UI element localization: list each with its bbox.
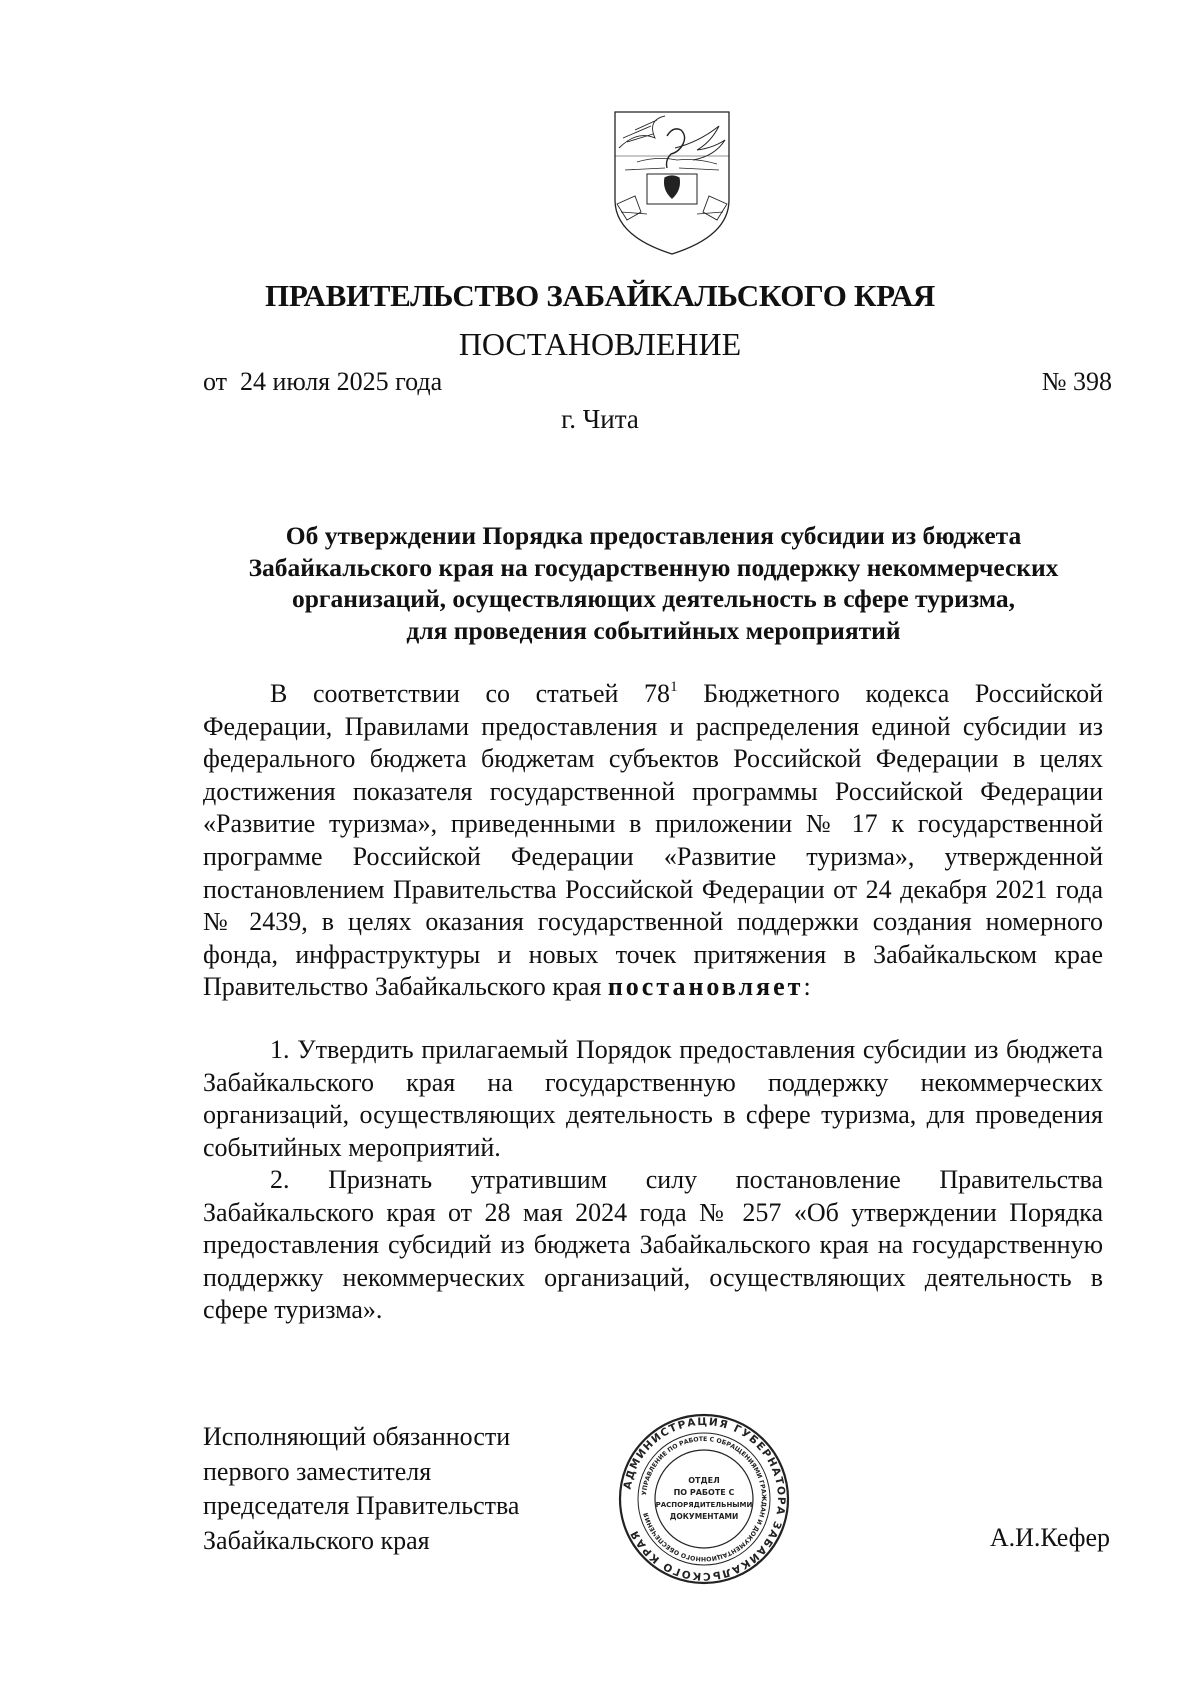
signatory-position-line: первого заместителя <box>203 1456 432 1486</box>
signatory-position <box>203 1420 519 1558</box>
stamp-outer-text: АДМИНИСТРАЦИЯ ГУБЕРНАТОРА ЗАБАЙКАЛЬСКОГО КРАЯ <box>621 1415 788 1583</box>
document-type: ПОСТАНОВЛЕНИЕ <box>458 326 742 362</box>
decree-item-1: 1. Утвердить прилагаемый Порядок предоставления субсидии из бюджета Забайкальского края на государственную поддержку некоммерческих организаций, осуществляющих деятельность в сфере туризма, для проведения событийных мероприятий. <box>203 1035 1103 1162</box>
document-title <box>200 520 1107 646</box>
title-line: организаций, осуществляющих деятельность в сфере туризма, <box>291 584 1016 613</box>
preamble-text-start: В соответствии со статьей 78 <box>270 679 671 708</box>
document-city: г. Чита <box>561 404 639 434</box>
stamp-center-line: ПО РАБОТЕ С <box>673 1488 735 1497</box>
title-line: Об утверждении Порядка предоставления субсидии из бюджета <box>285 521 1022 550</box>
organization-name: ПРАВИТЕЛЬСТВО ЗАБАЙКАЛЬСКОГО КРАЯ <box>265 278 935 313</box>
document-date: от 24 июля 2025 года <box>203 367 443 396</box>
stamp-center-line: ДОКУМЕНТАМИ <box>669 1512 739 1521</box>
official-stamp-icon <box>618 1413 790 1585</box>
decree-colon: : <box>803 972 811 1002</box>
stamp-inner-ring-text: УПРАВЛЕНИЕ ПО РАБОТЕ С ОБРАЩЕНИЯМИ ГРАЖДАН И ДОКУМЕНТАЦИОННОГО ОБЕСПЕЧЕНИЯ <box>641 1435 768 1563</box>
decree-word: постановляет <box>607 972 804 1002</box>
coat-of-arms-icon <box>607 108 737 258</box>
document-number: № 398 <box>1041 367 1112 396</box>
decree-item-2: 2. Признать утратившим силу постановление Правительства Забайкальского края от 28 мая 2024 года № 257 «Об утверждении Порядка предоставления субсидий из бюджета Забайкальского края на государственную поддержку некоммерческих организаций, осуществляющих деятельность в сфере туризма». <box>203 1165 1103 1325</box>
article-superscript: 1 <box>670 679 678 695</box>
preamble-text: Бюджетного кодекса Российской Федерации, Правилами предоставления и распределения единой субсидии из федерального бюджета бюджетам субъектов Российской Федерации в целях достижения показателя государственной программы Российской Федерации «Развитие туризма», приведенными в приложении № 17 к государственной программе Российской Федерации «Развитие туризма», утвержденной постановлением Правительства Российской Федерации от 24 декабря 2021 года № 2439, в целях оказания государственной поддержки создания номерного фонда, инфраструктуры и новых точек притяжения в Забайкальском крае Правительство Забайкальского края <box>203 679 1103 1002</box>
title-line: для проведения событийных мероприятий <box>406 615 901 645</box>
signatory-name: А.И.Кефер <box>989 1523 1110 1552</box>
stamp-center-line: ОТДЕЛ <box>688 1476 720 1485</box>
preamble-paragraph <box>203 678 1103 1004</box>
title-line: Забайкальского края на государственную поддержку некоммерческих <box>248 552 1059 582</box>
stamp-center-line: РАСПОРЯДИТЕЛЬНЫМИ <box>655 1501 753 1509</box>
svg-text:УПРАВЛЕНИЕ ПО РАБОТЕ С ОБРАЩЕН <box>641 1436 767 1562</box>
signatory-position-line: Исполняющий обязанности <box>203 1422 511 1451</box>
signatory-position-line: Забайкальского края <box>203 1525 430 1555</box>
signatory-position-line: председателя Правительства <box>203 1491 520 1520</box>
